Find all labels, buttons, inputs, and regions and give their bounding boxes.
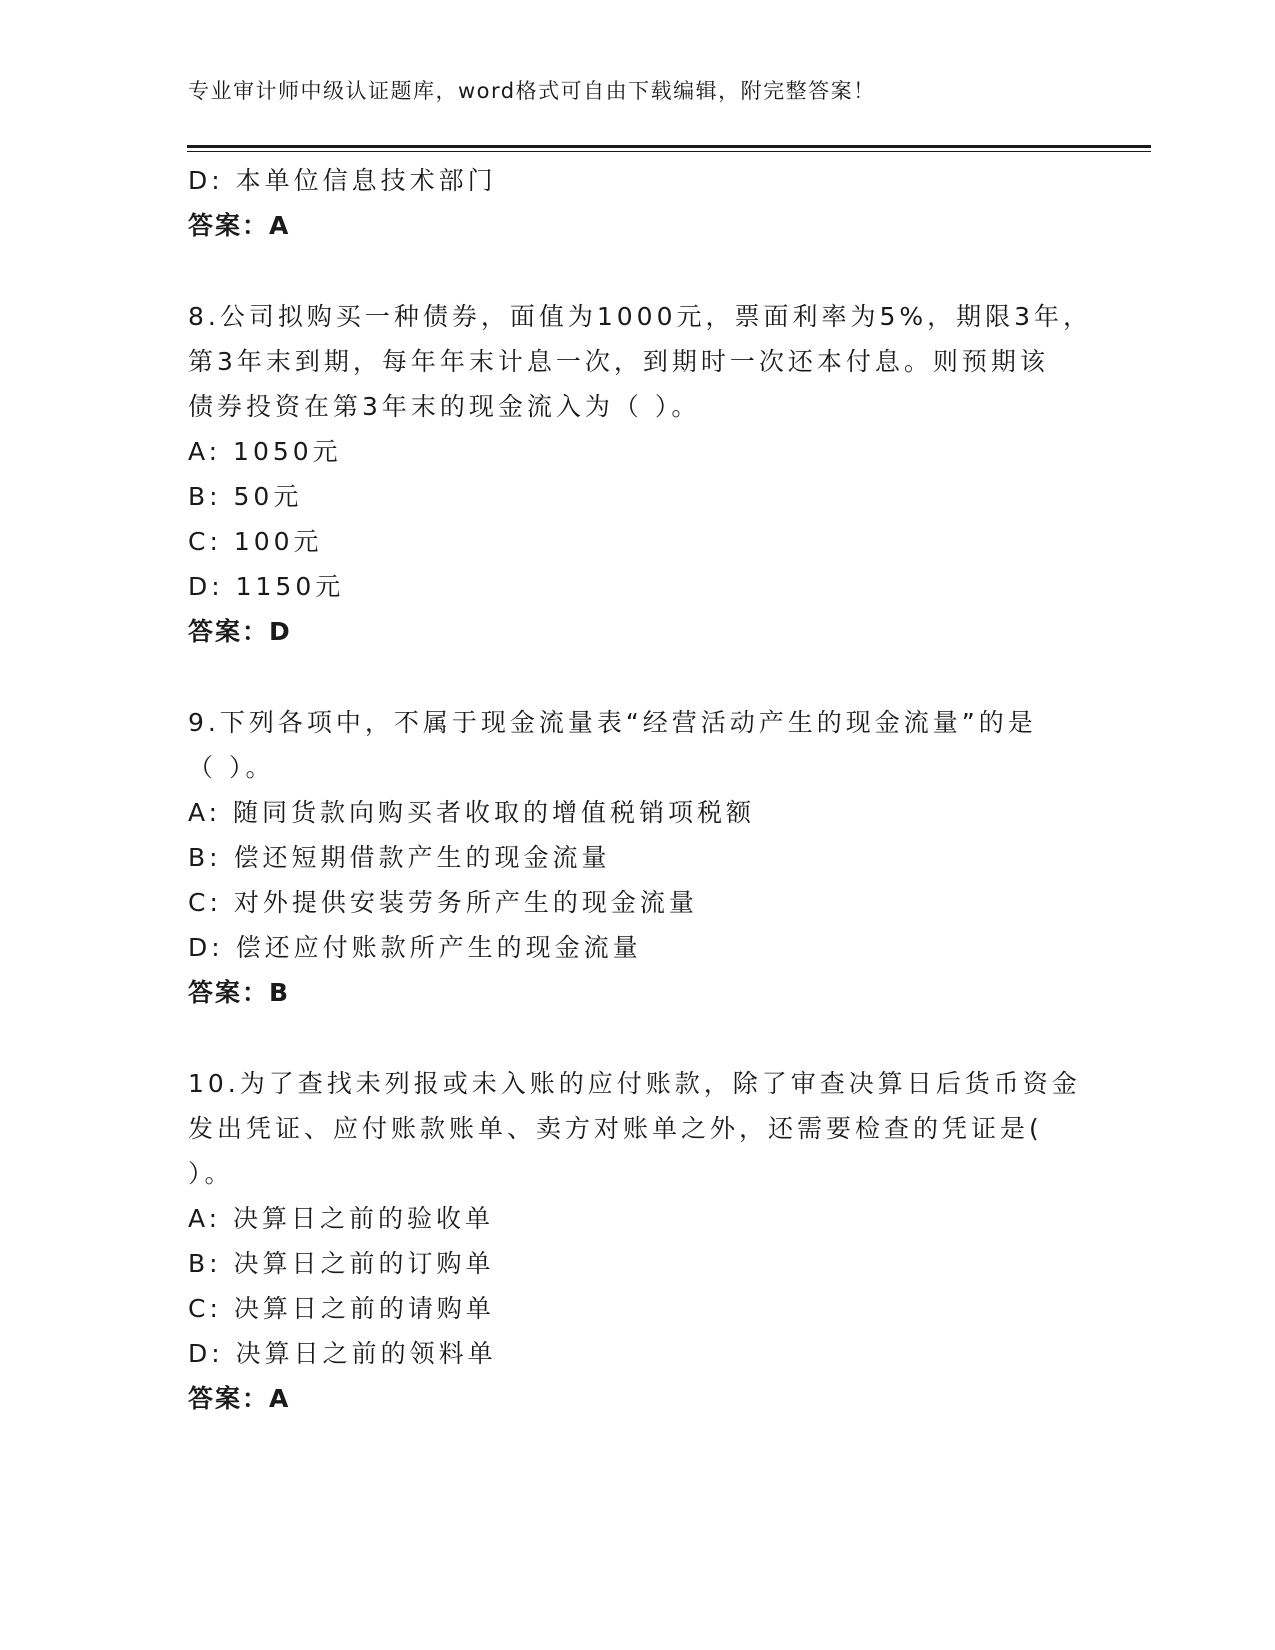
question-stem-line: 债券投资在第3年末的现金流入为（ ）。 <box>188 392 701 421</box>
question-stem-line: （ ）。 <box>188 753 275 782</box>
answer-line: 答案：B <box>188 978 291 1007</box>
option-d: D: 决算日之前的领料单 <box>188 1339 497 1368</box>
document-body <box>188 158 1093 1421</box>
question-stem-line: 10.为了查找未列报或未入账的应付账款，除了审查决算日后货币资金 <box>188 1069 1081 1098</box>
page-header: 专业审计师中级认证题库，word格式可自由下载编辑，附完整答案！ <box>188 79 876 103</box>
spacer <box>188 248 1088 294</box>
question-stem-line: 9.下列各项中，不属于现金流量表“经营活动产生的现金流量”的是 <box>188 708 1037 737</box>
option-d: D: 1150元 <box>188 572 345 601</box>
option-a: A: 随同货款向购买者收取的增值税销项税额 <box>188 798 756 827</box>
question-10 <box>188 1061 1088 1421</box>
option-c: C: 100元 <box>188 527 323 556</box>
option-c: C: 对外提供安装劳务所产生的现金流量 <box>188 888 698 917</box>
question-8 <box>188 294 1093 654</box>
answer-line: 答案：D <box>188 617 292 646</box>
header-rule <box>187 145 1151 152</box>
spacer <box>188 654 1088 700</box>
option-b: B: 50元 <box>188 482 303 511</box>
question-9 <box>188 700 1088 1015</box>
option-a: A: 决算日之前的验收单 <box>188 1204 495 1233</box>
option-b: B: 偿还短期借款产生的现金流量 <box>188 843 611 872</box>
option-a: A: 1050元 <box>188 437 342 466</box>
answer-line: 答案：A <box>188 1384 291 1413</box>
question-stem-line: ）。 <box>188 1159 234 1188</box>
spacer <box>188 1015 1088 1061</box>
option-d: D: 偿还应付账款所产生的现金流量 <box>188 933 642 962</box>
option-d: D: 本单位信息技术部门 <box>188 166 497 195</box>
question-stem-line: 8.公司拟购买一种债券，面值为1000元，票面利率为5%，期限3年， <box>188 302 1093 331</box>
question-stem-line: 第3年末到期，每年年末计息一次，到期时一次还本付息。则预期该 <box>188 347 1049 376</box>
question-stem-line: 发出凭证、应付账款账单、卖方对账单之外，还需要检查的凭证是( <box>188 1114 1043 1143</box>
answer-line: 答案：A <box>188 211 291 240</box>
option-b: B: 决算日之前的订购单 <box>188 1249 495 1278</box>
option-c: C: 决算日之前的请购单 <box>188 1294 495 1323</box>
